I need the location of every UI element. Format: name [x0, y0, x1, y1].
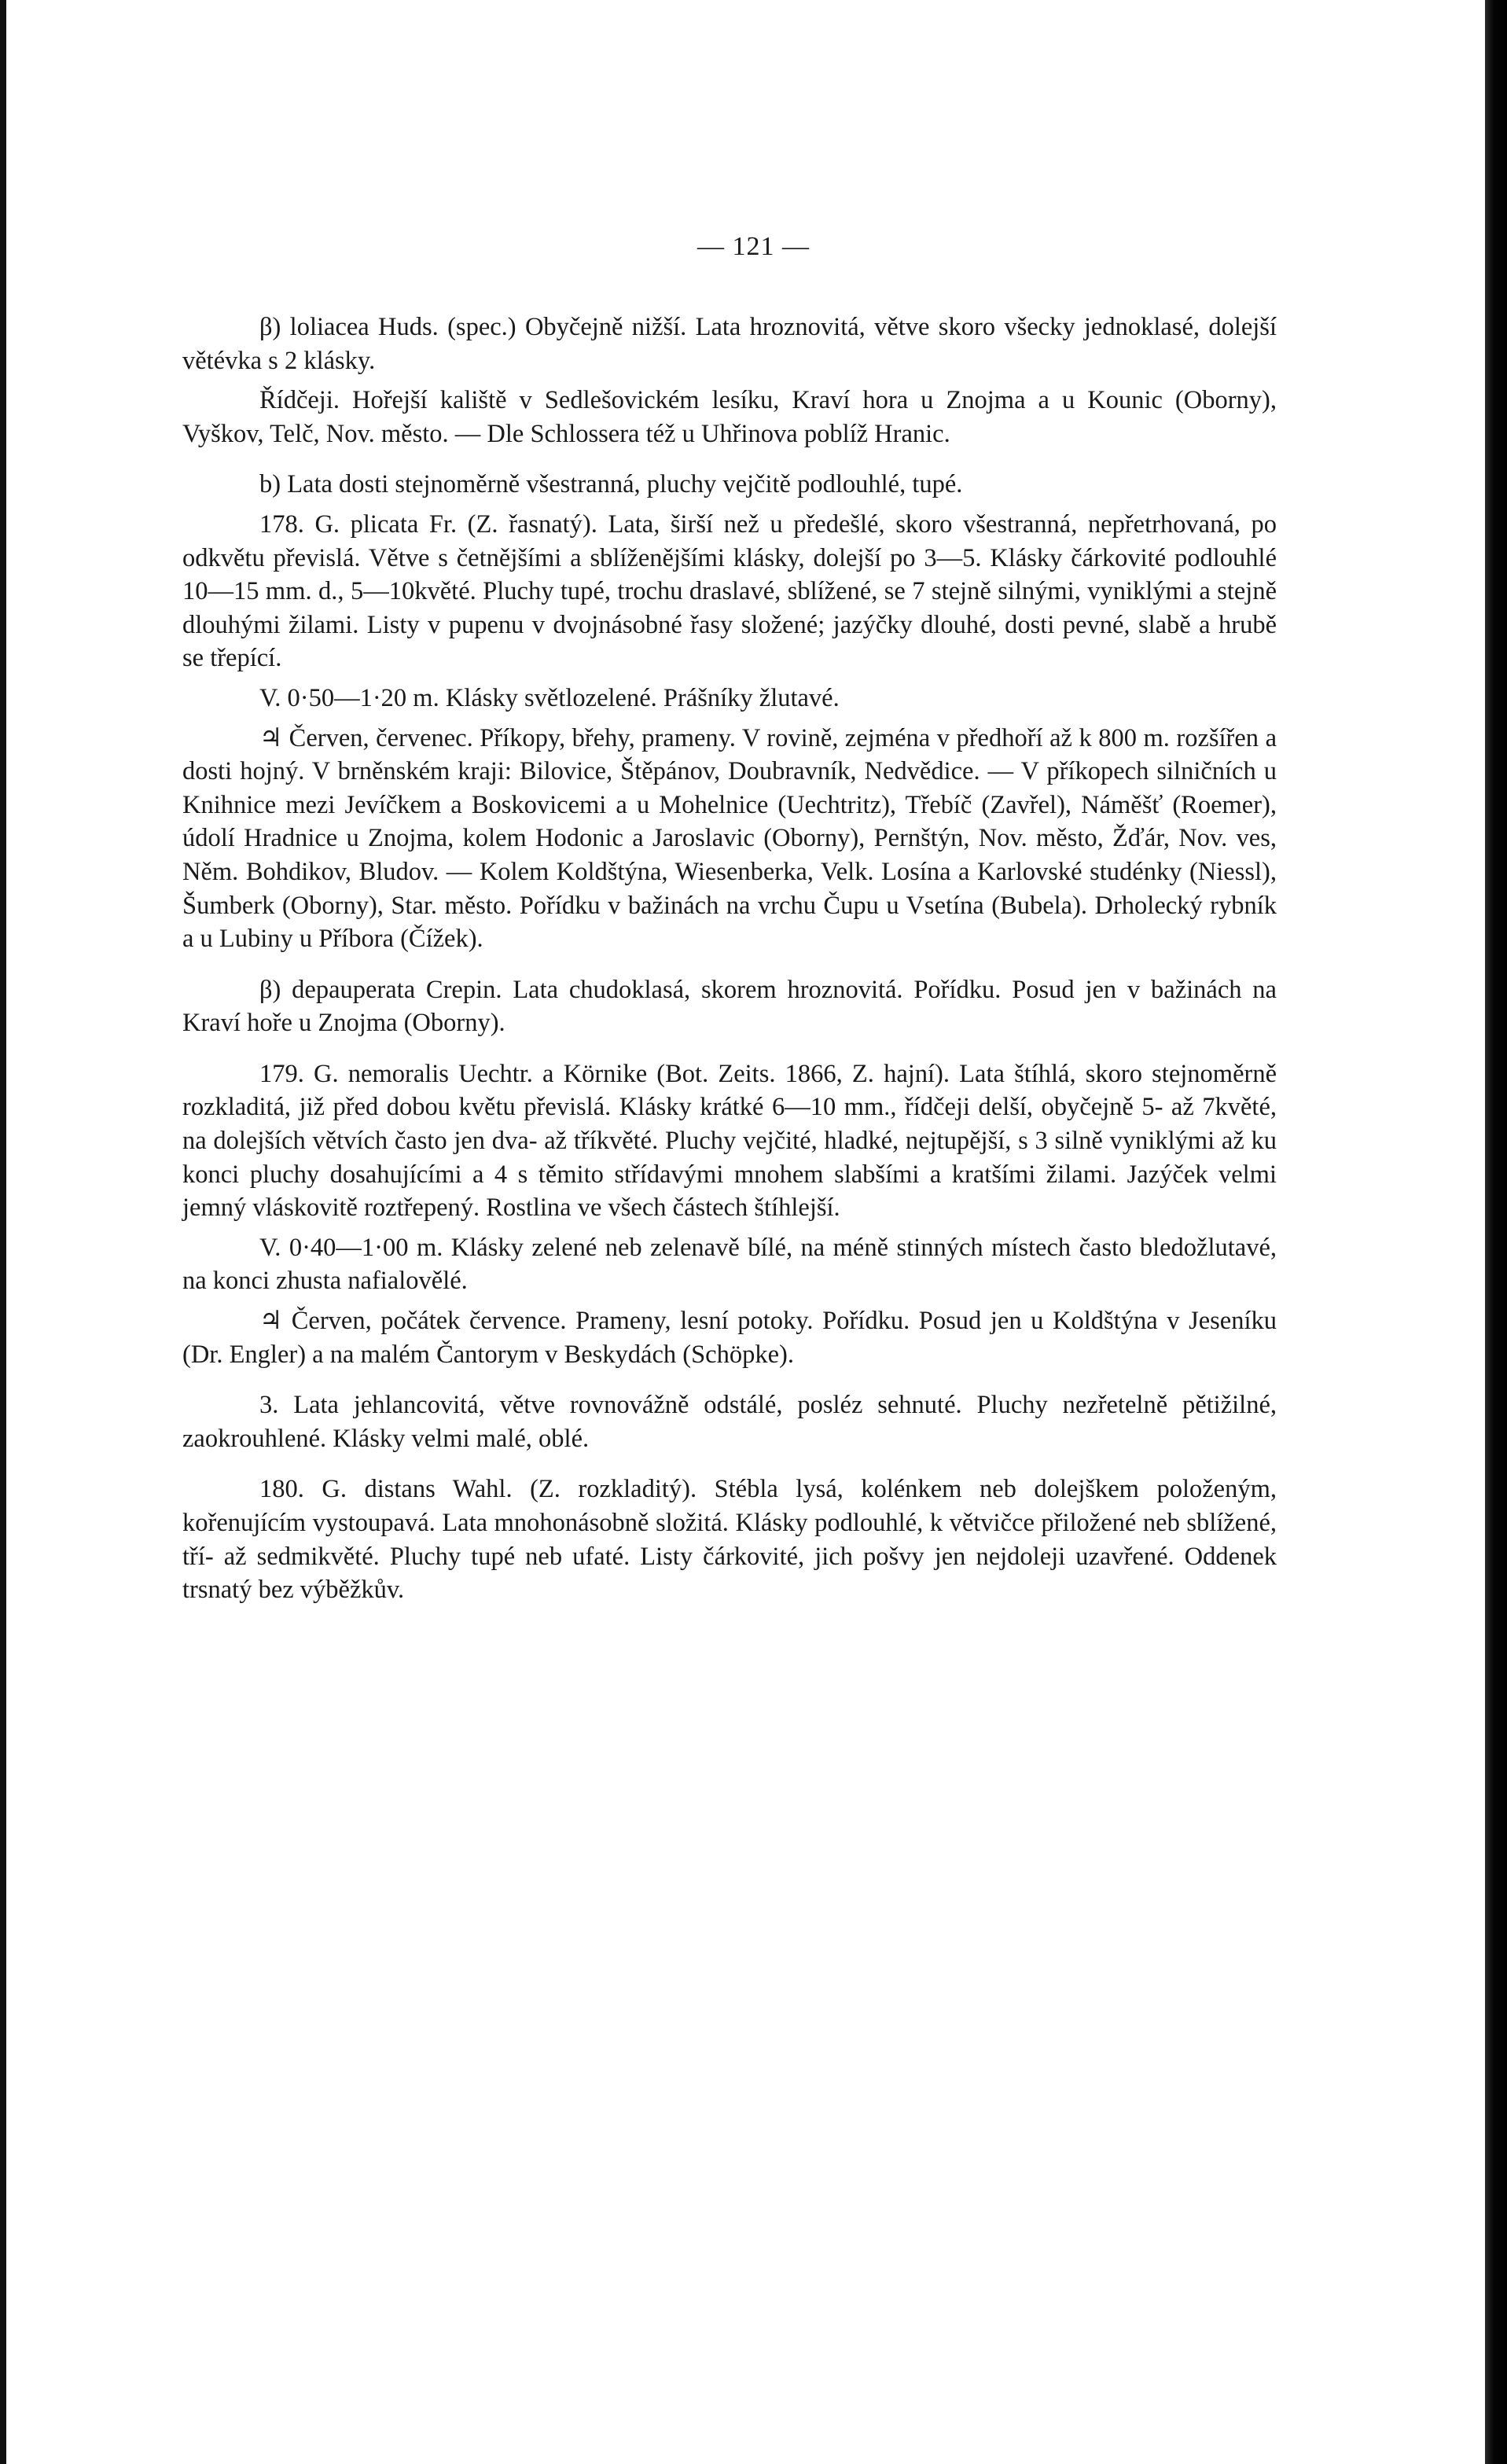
scan-border-left — [0, 0, 6, 2464]
paragraph-species-178: 178. G. plicata Fr. (Z. řasnatý). Lata, širší než u předešlé, skoro všestranná, nepřetrhovaná, po odkvětu převislá. Větve s četnějšími a sblíženějšími klásky, dolejší po 3—5. Klásky čárkovité podlouhlé 10—15 mm. d., 5—10květé. Pluchy tupé, trochu draslavé, sblížené, se 7 stejně silnými, vyniklými a stejně dlouhými žilami. Listy v pupenu v dvojnásobné řasy složené; jazýčky dlouhé, dosti pevné, slabě a hrubě se třepící. — [182, 509, 1277, 673]
paragraph-species-179: 179. G. nemoralis Uechtr. a Körnike (Bot. Zeits. 1866, Z. hajní). Lata štíhlá, skoro stejnoměrně rozkladitá, již před dobou květu převislá. Klásky krátké 6—10 mm., řídčeji delší, obyčejně 5- až 7květé, na dolejších větvích často jen dva- až tříkvěté. Pluchy vejčité, hladké, nejtupější, s 3 silně vyniklými až ku konci pluchy dosahujícími a 4 s těmito střídavými mnohem slabšími a kratšími žilami. Jazýček velmi jemný vláskovitě roztřepený. Rostlina ve všech částech štíhlejší. — [182, 1059, 1277, 1223]
paragraph-beta-depauperata: β) depauperata Crepin. Lata chudoklasá, skorem hroznovitá. Pořídku. Posud jen v bažinách na Kraví hoře u Znojma (Oborny). — [182, 975, 1277, 1038]
paragraph-key-b: b) Lata dosti stejnoměrně všestranná, pluchy vejčitě podlouhlé, tupé. — [259, 470, 963, 499]
scan-border-right — [1485, 0, 1507, 2464]
paragraph-species-178-locality: ♃ Červen, červenec. Příkopy, břehy, prameny. V rovině, zejména v předhoří až k 800 m. rozšířen a dosti hojný. V brněnském kraji: Bilovice, Štěpánov, Doubravník, Nedvědice. — V příkopech silničních u Knihnice mezi Jevíčkem a Boskovicemi a u Mohelnice (Uechtritz), Třebíč (Zavřel), Náměšť (Roemer), údolí Hradnice u Znojma, kolem Hodonic a Jaroslavic (Oborny), Pernštýn, Nov. město, Žďár, Nov. ves, Něm. Bohdikov, Bludov. — Kolem Koldštýna, Wiesenberka, Velk. Losína a Karlovské studénky (Niessl), Šumberk (Oborny), Star. město. Pořídku v bažinách na vrchu Čupu u Vsetína (Bubela). Drholecký rybník a u Lubiny u Příbora (Čížek). — [182, 723, 1277, 954]
paragraph-beta-loliacea: β) loliacea Huds. (spec.) Obyčejně nižší. Lata hroznovitá, větve skoro všecky jednoklasé, dolejší větévka s 2 klásky. — [182, 313, 1277, 375]
paragraph-species-179-size: V. 0·40—1·00 m. Klásky zelené neb zelenavě bílé, na méně stinných místech často bledožlutavé, na konci zhusta nafialovělé. — [182, 1233, 1277, 1296]
body-text — [182, 311, 1277, 1624]
paragraph-species-179-locality: ♃ Červen, počátek července. Prameny, lesní potoky. Pořídku. Posud jen u Koldštýna v Jeseníku (Dr. Engler) a na malém Čantorym v Beskydách (Schöpke). — [182, 1307, 1277, 1369]
page-number: — 121 — — [697, 232, 810, 261]
paragraph-species-180: 180. G. distans Wahl. (Z. rozkladitý). Stébla lysá, kolénkem neb dolejškem položeným, kořenujícím vystoupavá. Lata mnohonásobně složitá. Klásky podlouhlé, k větvičce přiložené neb sblížené, tří- až sedmikvěté. Pluchy tupé neb ufaté. Listy čárkovité, jich pošvy jen nejdoleji uzavřené. Oddenek trsnatý bez výběžkův. — [182, 1475, 1277, 1605]
paragraph-key-3: 3. Lata jehlancovitá, větve rovnovážně odstálé, posléz sehnuté. Pluchy nezřetelně pětižilné, zaokrouhlené. Klásky velmi malé, oblé. — [182, 1391, 1277, 1453]
paragraph-loliacea-locality: Řídčeji. Hořejší kaliště v Sedlešovickém lesíku, Kraví hora u Znojma a u Kounic (Oborny), Vyškov, Telč, Nov. město. — Dle Schlossera též u Uhřinova poblíž Hranic. — [182, 386, 1277, 448]
paragraph-species-178-size: V. 0·50—1·20 m. Klásky světlozelené. Prášníky žlutavé. — [259, 683, 840, 712]
